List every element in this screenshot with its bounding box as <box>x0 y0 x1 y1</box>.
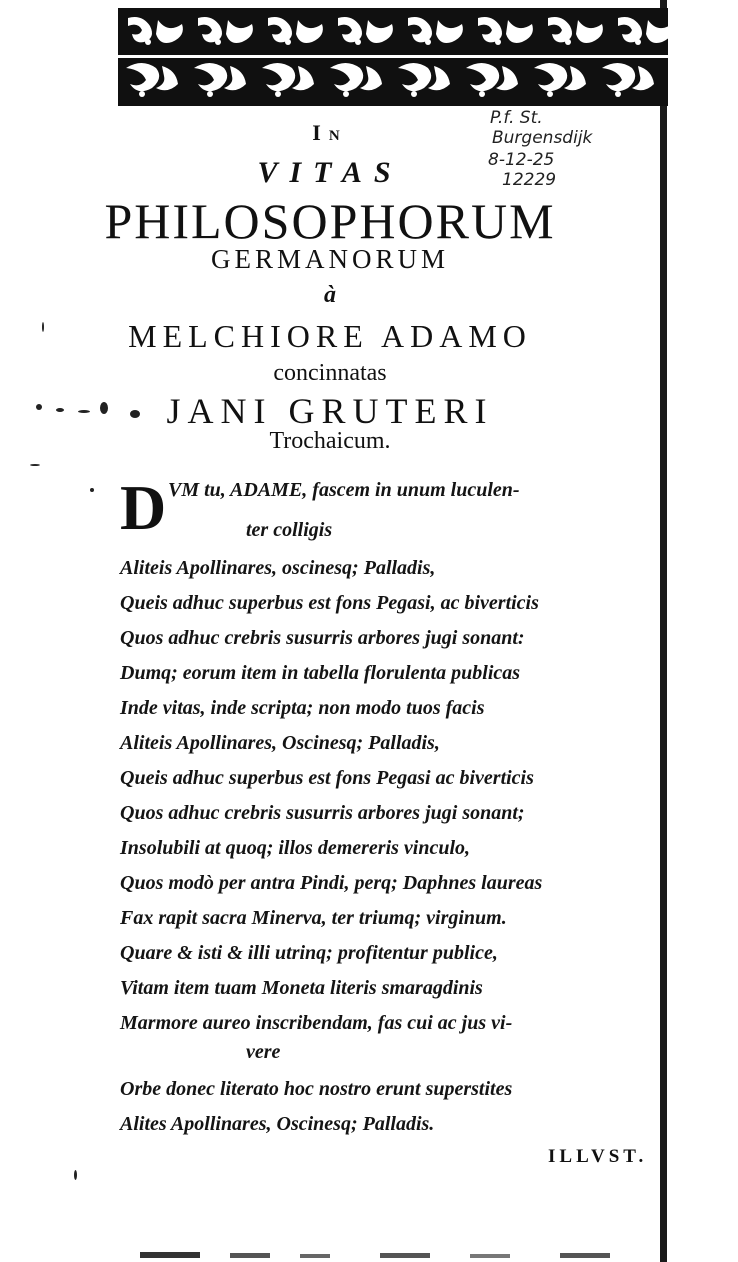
poem-line: VM tu, ADAME, fascem in unum luculen- <box>168 479 520 501</box>
title-poet: JANI GRUTERI <box>166 391 494 431</box>
ink-speck <box>100 402 108 414</box>
poem-line: Quos modò per antra Pindi, perq; Daphnes laureas <box>120 872 543 894</box>
ink-speck <box>36 404 42 410</box>
poem-line: Vitam item tuam Moneta literis smaragdinis <box>120 977 483 999</box>
page-edge-rule <box>660 0 667 1262</box>
ink-speck <box>130 410 140 418</box>
poem-line: Aliteis Apollinares, Oscinesq; Palladis, <box>120 732 440 754</box>
poem-line: ter colligis <box>246 519 333 541</box>
poem-line: Queis adhuc superbus est fons Pegasi ac biverticis <box>120 767 534 789</box>
title-concinnatas: concinnatas <box>273 360 387 386</box>
catchword: ILLVST. <box>548 1146 648 1167</box>
poem-line: Quare & isti & illi utrinq; profitentur publice, <box>120 942 498 964</box>
ink-speck <box>56 408 64 412</box>
handwritten-annotation <box>478 108 648 198</box>
ink-speck <box>74 1170 77 1180</box>
ink-speck <box>30 464 40 466</box>
annotation-line: 8-12-25 <box>488 150 555 170</box>
annotation-line: 12229 <box>502 170 557 190</box>
poem-dropcap: D <box>120 472 167 543</box>
poem-line: vere <box>246 1041 281 1063</box>
poem-line: Queis adhuc superbus est fons Pegasi, ac biverticis <box>120 592 539 614</box>
ink-speck <box>42 322 44 332</box>
title-in: In <box>312 120 348 145</box>
poem-line: Fax rapit sacra Minerva, ter triumq; virginum. <box>120 907 507 929</box>
ink-speck <box>78 410 90 413</box>
poem-line: Insolubili at quoq; illos demereris vinculo, <box>120 837 471 859</box>
title-philosophorum: PHILOSOPHORUM <box>104 193 556 249</box>
cropped-next-line <box>140 1248 620 1258</box>
poem-line: Inde vitas, inde scripta; non modo tuos facis <box>120 697 485 719</box>
annotation-line: P.f. St. <box>490 108 543 128</box>
title-germanorum: GERMANORUM <box>210 244 450 274</box>
poem-line: Alites Apollinares, Oscinesq; Palladis. <box>120 1113 435 1135</box>
ink-speck <box>90 488 94 492</box>
title-trochaicum: Trochaicum. <box>269 428 391 454</box>
title-author: MELCHIORE ADAMO <box>128 318 532 354</box>
woodcut-ornament-border <box>118 8 668 106</box>
annotation-line: Burgensdijk <box>492 128 593 148</box>
poem-line: Dumq; eorum item in tabella florulenta publicas <box>120 662 521 684</box>
poem-line: Orbe donec literato hoc nostro erunt superstites <box>120 1078 513 1100</box>
poem-line: Marmore aureo inscribendam, fas cui ac jus vi- <box>120 1012 513 1034</box>
poem-line: Aliteis Apollinares, oscinesq; Palladis, <box>120 557 436 579</box>
poem-line: Quos adhuc crebris susurris arbores jugi sonant: <box>120 627 525 649</box>
title-a: à <box>324 282 336 308</box>
title-vitas: VITAS <box>257 156 403 189</box>
poem-line: Quos adhuc crebris susurris arbores jugi sonant; <box>120 802 525 824</box>
